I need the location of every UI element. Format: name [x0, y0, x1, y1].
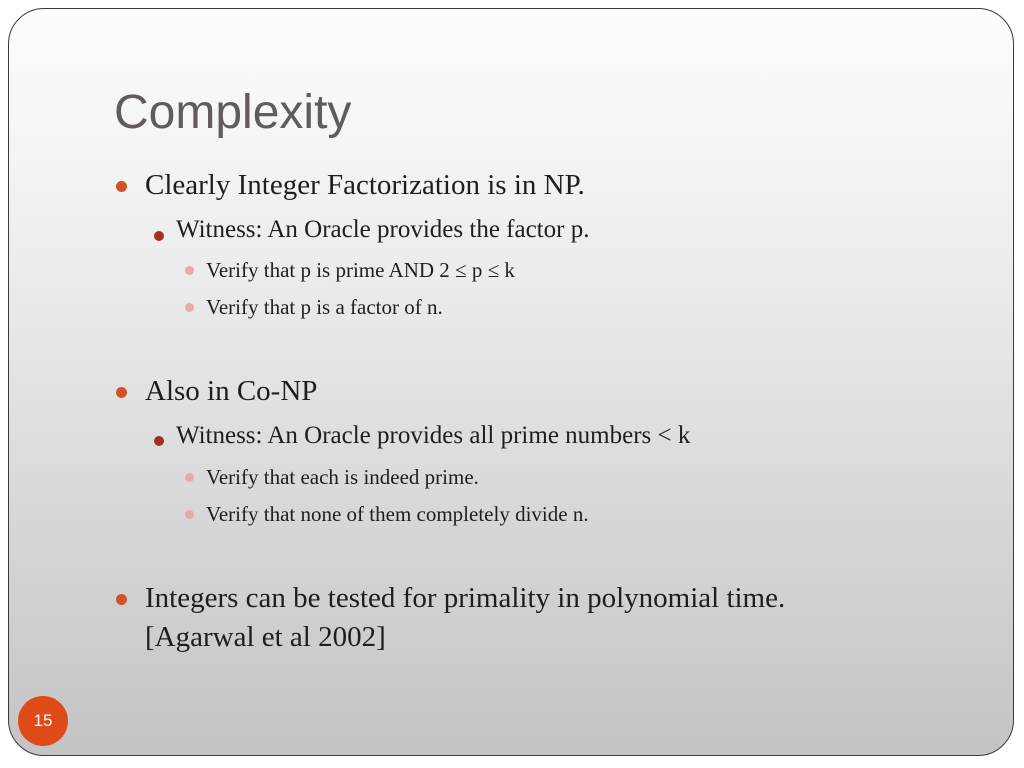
bullet-conp-verify-2: Verify that none of them completely divide n. [206, 502, 589, 526]
bullet-dot-icon [154, 231, 164, 241]
bullet-dot-icon [116, 181, 127, 192]
bullet-np-verify-2: Verify that p is a factor of n. [206, 295, 443, 319]
bullet-primality-line-2: [Agarwal et al 2002] [145, 621, 386, 653]
bullet-dot-icon [185, 473, 194, 482]
page-number-badge: 15 [18, 696, 68, 746]
bullet-dot-icon [185, 510, 194, 519]
bullet-dot-icon [185, 303, 194, 312]
bullet-np: Clearly Integer Factorization is in NP. [145, 169, 585, 201]
slide [8, 8, 1014, 756]
bullet-np-witness: Witness: An Oracle provides the factor p. [176, 216, 590, 243]
bullet-primality-line-1: Integers can be tested for primality in polynomial time. [145, 582, 786, 614]
bullet-dot-icon [154, 436, 164, 446]
bullet-conp-witness: Witness: An Oracle provides all prime numbers < k [176, 422, 691, 449]
bullet-dot-icon [185, 266, 194, 275]
bullet-dot-icon [116, 387, 127, 398]
bullet-conp: Also in Co-NP [145, 375, 318, 407]
slide-title: Complexity [114, 86, 352, 139]
bullet-dot-icon [116, 594, 127, 605]
bullet-np-verify-1: Verify that p is prime AND 2 ≤ p ≤ k [206, 258, 515, 282]
bullet-conp-verify-1: Verify that each is indeed prime. [206, 465, 479, 489]
slide-content [9, 9, 1013, 755]
